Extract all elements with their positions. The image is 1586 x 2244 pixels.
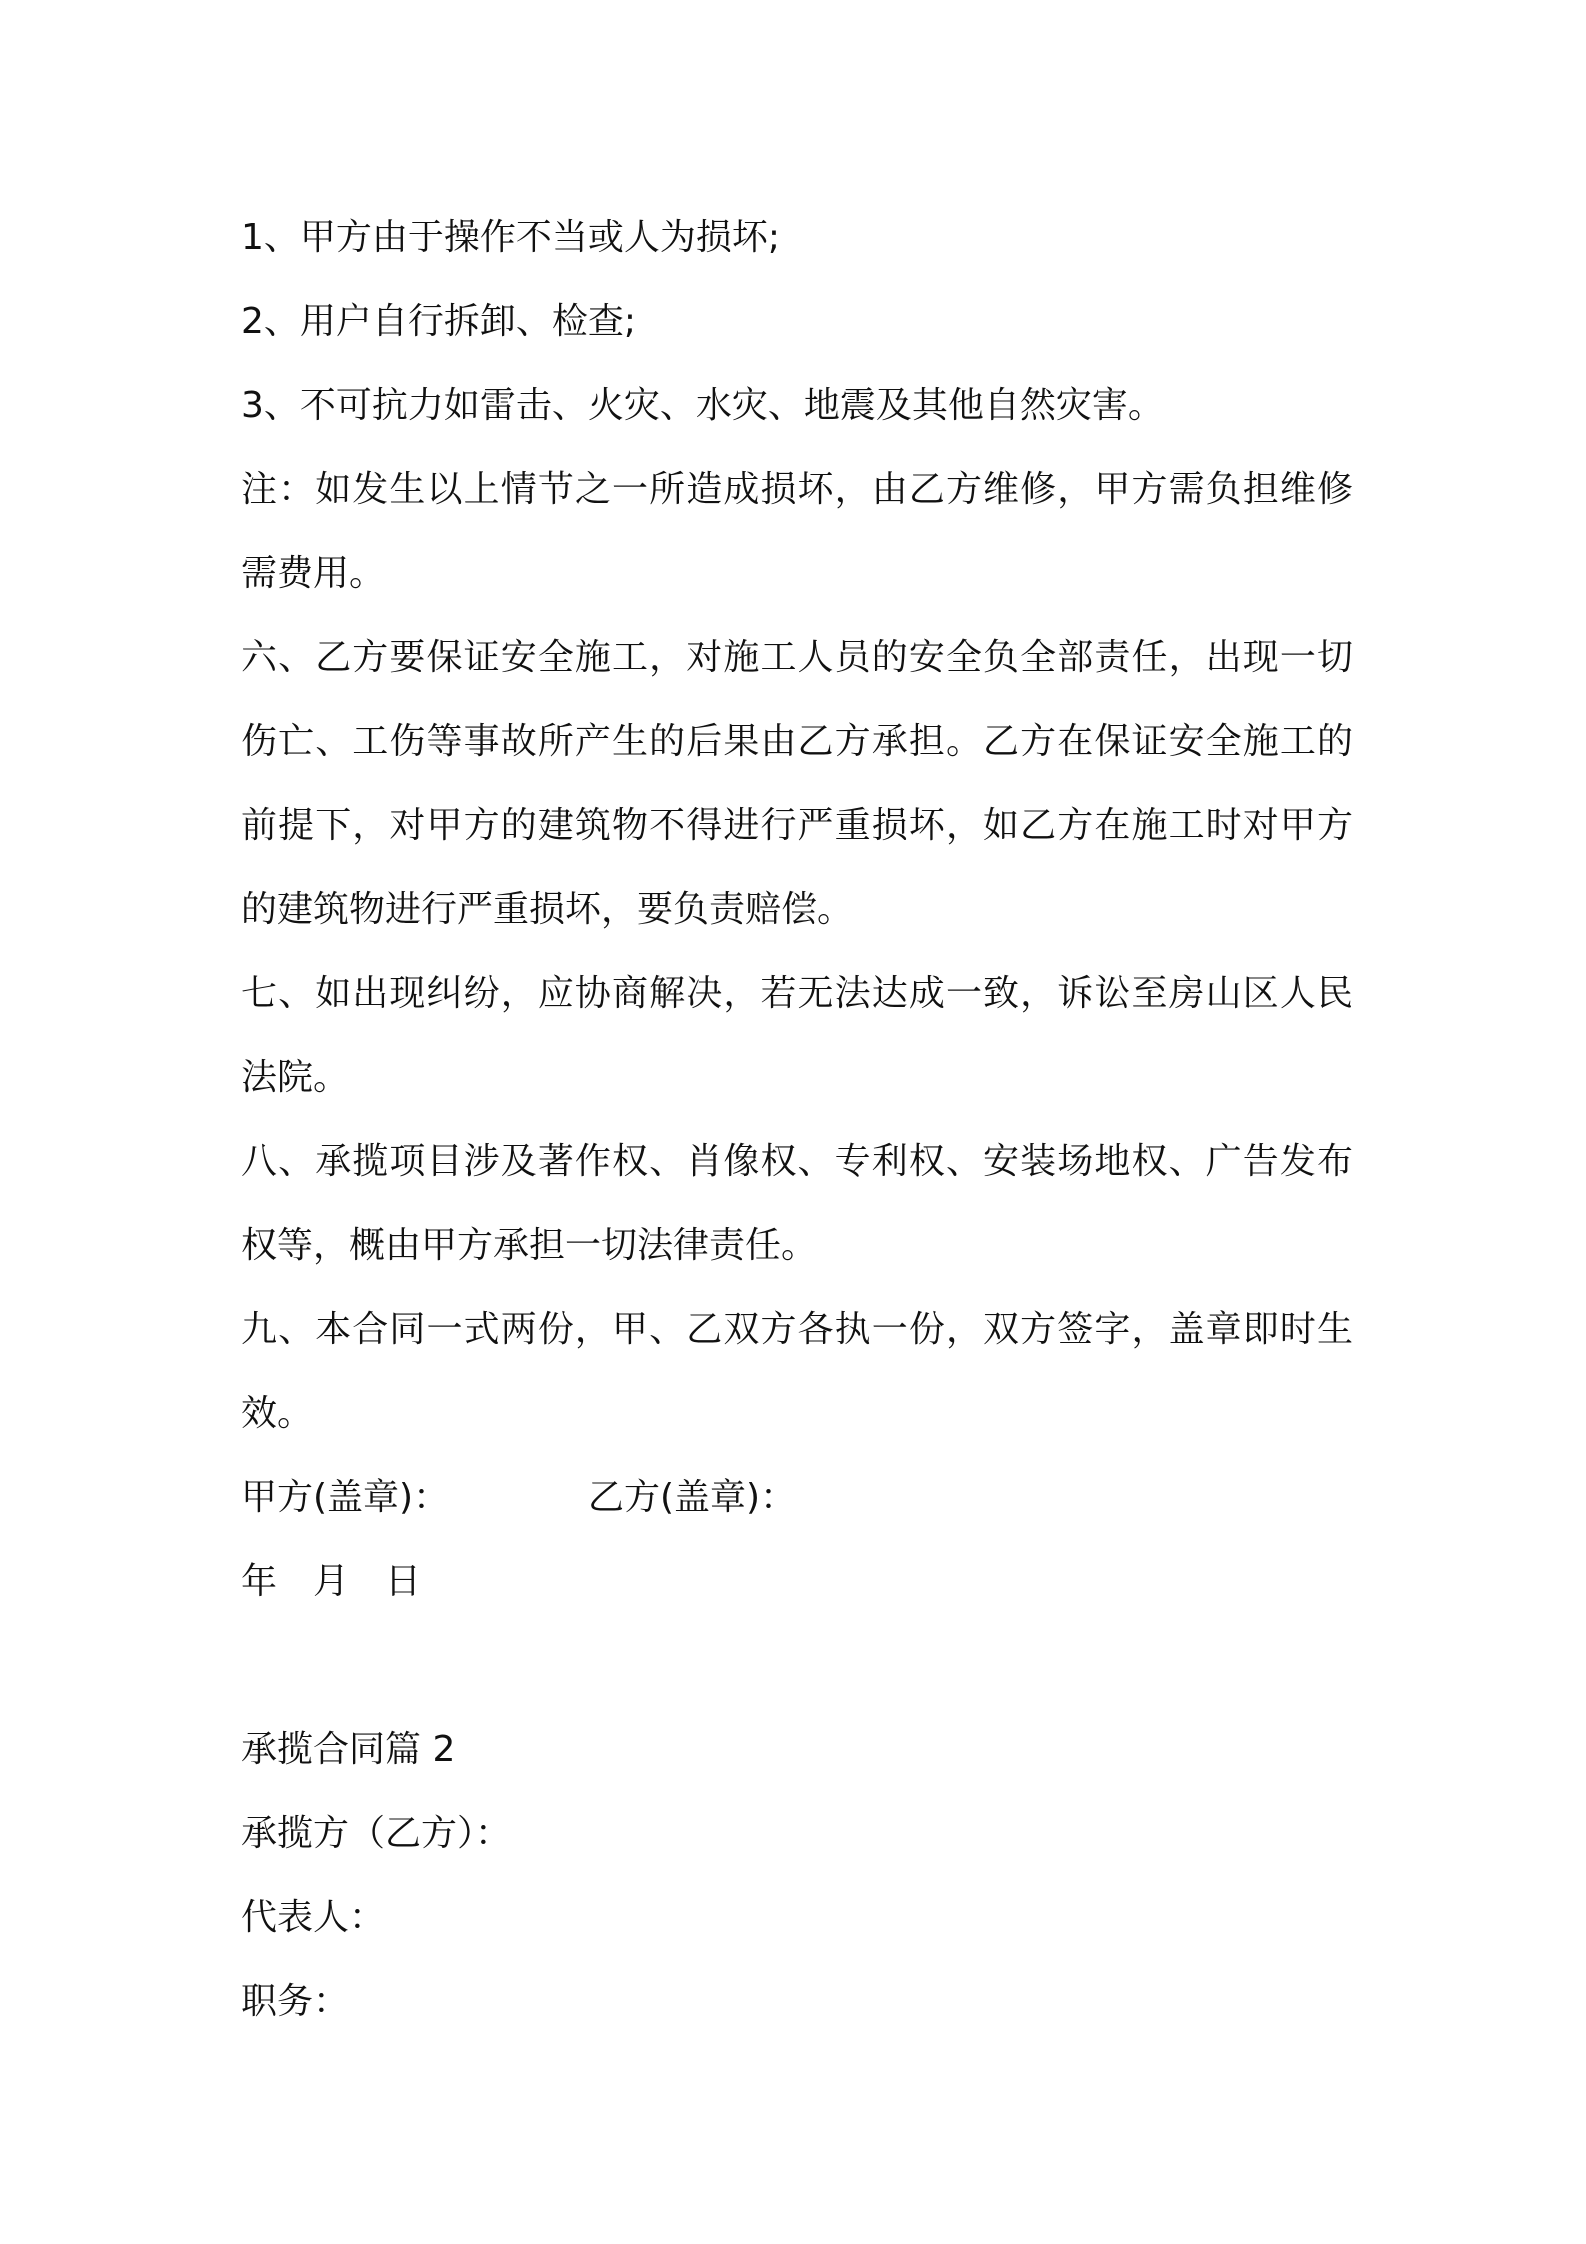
list-item: 2、用户自行拆卸、检查;	[241, 301, 637, 342]
position-label: 职务：	[241, 1981, 350, 2022]
date-line: 年 月 日	[241, 1561, 422, 1602]
list-item: 1、甲方由于操作不当或人为损坏;	[241, 217, 781, 258]
contractor-label: 承揽方（乙方）：	[241, 1813, 512, 1854]
clause-eight: 八、承揽项目涉及著作权、肖像权、专利权、安装场地权、广告发布权等，概由甲方承担一切法律责任。	[241, 1141, 1353, 1266]
note-paragraph: 注：如发生以上情节之一所造成损坏，由乙方维修，甲方需负担维修需费用。	[241, 469, 1353, 594]
list-item: 3、不可抗力如雷击、火灾、水灾、地震及其他自然灾害。	[241, 385, 1164, 426]
representative-label: 代表人：	[241, 1897, 386, 1938]
party-a-seal-label: 甲方(盖章)：	[241, 1477, 450, 1518]
clause-nine: 九、本合同一式两份，甲、乙双方各执一份，双方签字，盖章即时生效。	[241, 1309, 1353, 1434]
clause-seven: 七、如出现纠纷，应协商解决，若无法达成一致，诉讼至房山区人民法院。	[241, 973, 1353, 1098]
party-b-seal-label: 乙方(盖章)：	[588, 1477, 797, 1518]
signature-row	[241, 1456, 1353, 1540]
section-title: 承揽合同篇 2	[241, 1729, 456, 1770]
section-spacer	[241, 1624, 1353, 1708]
clause-six: 六、乙方要保证安全施工，对施工人员的安全负全部责任，出现一切伤亡、工伤等事故所产生的后果由乙方承担。乙方在保证安全施工的前提下，对甲方的建筑物不得进行严重损坏，如乙方在施工时对甲方的建筑物进行严重损坏，要负责赔偿。	[241, 637, 1353, 930]
document-body	[241, 196, 1353, 2044]
